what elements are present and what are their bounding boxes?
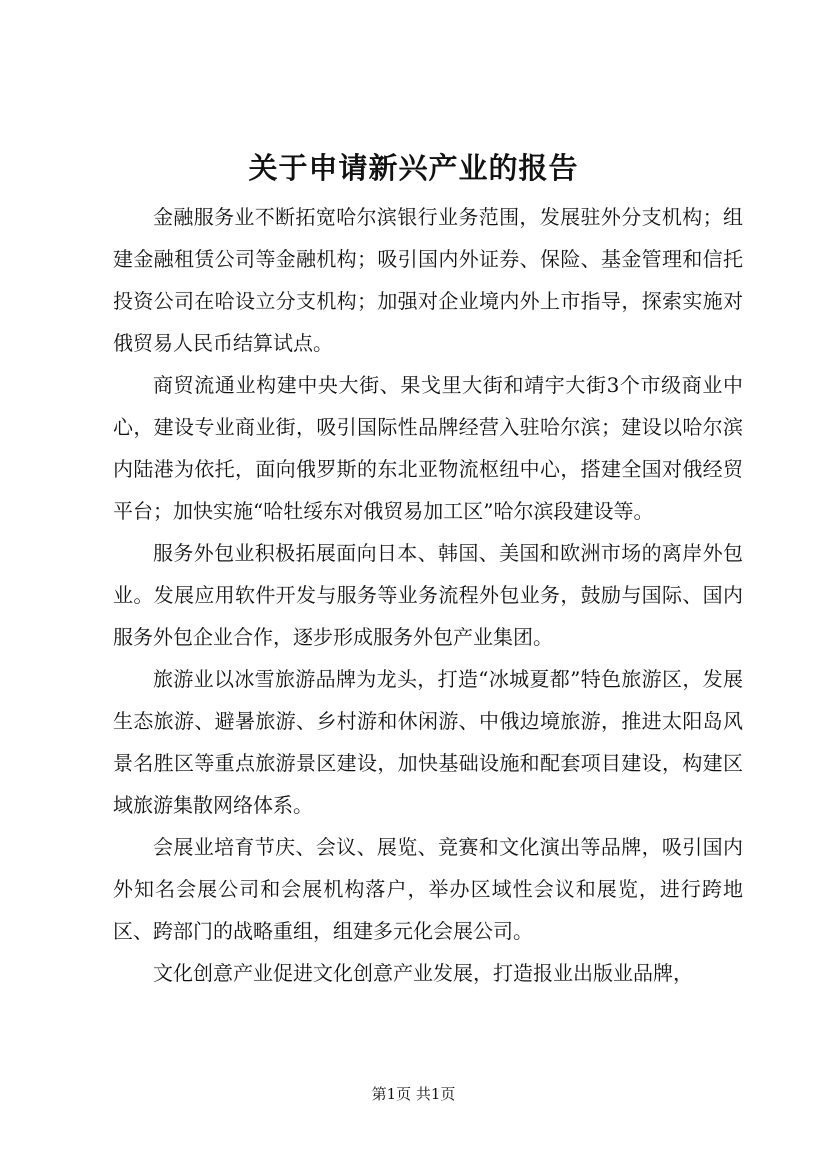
paragraph-culture: 文化创意产业促进文化创意产业发展，打造报业出版业品牌， bbox=[153, 961, 693, 985]
paragraph-outsourcing: 服务外包业积极拓展面向日本、韩国、美国和欧洲市场的离岸外包业。发展应用软件开发与服务等业务流程外包业务，鼓励与国际、国内服务外包企业合作，逐步形成服务外包产业集团。 bbox=[113, 541, 743, 649]
paragraph-exhibition: 会展业培育节庆、会议、展览、竞赛和文化演出等品牌，吸引国内外知名会展公司和会展机构落户，举办区域性会议和展览，进行跨地区、跨部门的战略重组，组建多元化会展公司。 bbox=[113, 835, 743, 943]
document-body bbox=[113, 196, 743, 994]
paragraph-tourism: 旅游业以冰雪旅游品牌为龙头，打造“冰城夏都”特色旅游区，发展生态旅游、避暑旅游、乡村游和休闲游、中俄边境旅游，推进太阳岛风景名胜区等重点旅游景区建设，加快基础设施和配套项目建设，构建区域旅游集散网络体系。 bbox=[113, 667, 743, 817]
document-title: 关于申请新兴产业的报告 bbox=[248, 151, 579, 185]
paragraph-commerce: 商贸流通业构建中央大街、果戈里大街和靖宇大街3个市级商业中心，建设专业商业街，吸引国际性品牌经营入驻哈尔滨；建设以哈尔滨内陆港为依托，面向俄罗斯的东北亚物流枢纽中心，搭建全国对俄经贸平台；加快实施“哈牡绥东对俄贸易加工区”哈尔滨段建设等。 bbox=[113, 373, 743, 523]
paragraph-finance: 金融服务业不断拓宽哈尔滨银行业务范围，发展驻外分支机构；组建金融租赁公司等金融机构；吸引国内外证券、保险、基金管理和信托投资公司在哈设立分支机构；加强对企业境内外上市指导，探索实施对俄贸易人民币结算试点。 bbox=[113, 205, 743, 355]
page-footer: 第1页 共1页 bbox=[371, 1085, 456, 1103]
